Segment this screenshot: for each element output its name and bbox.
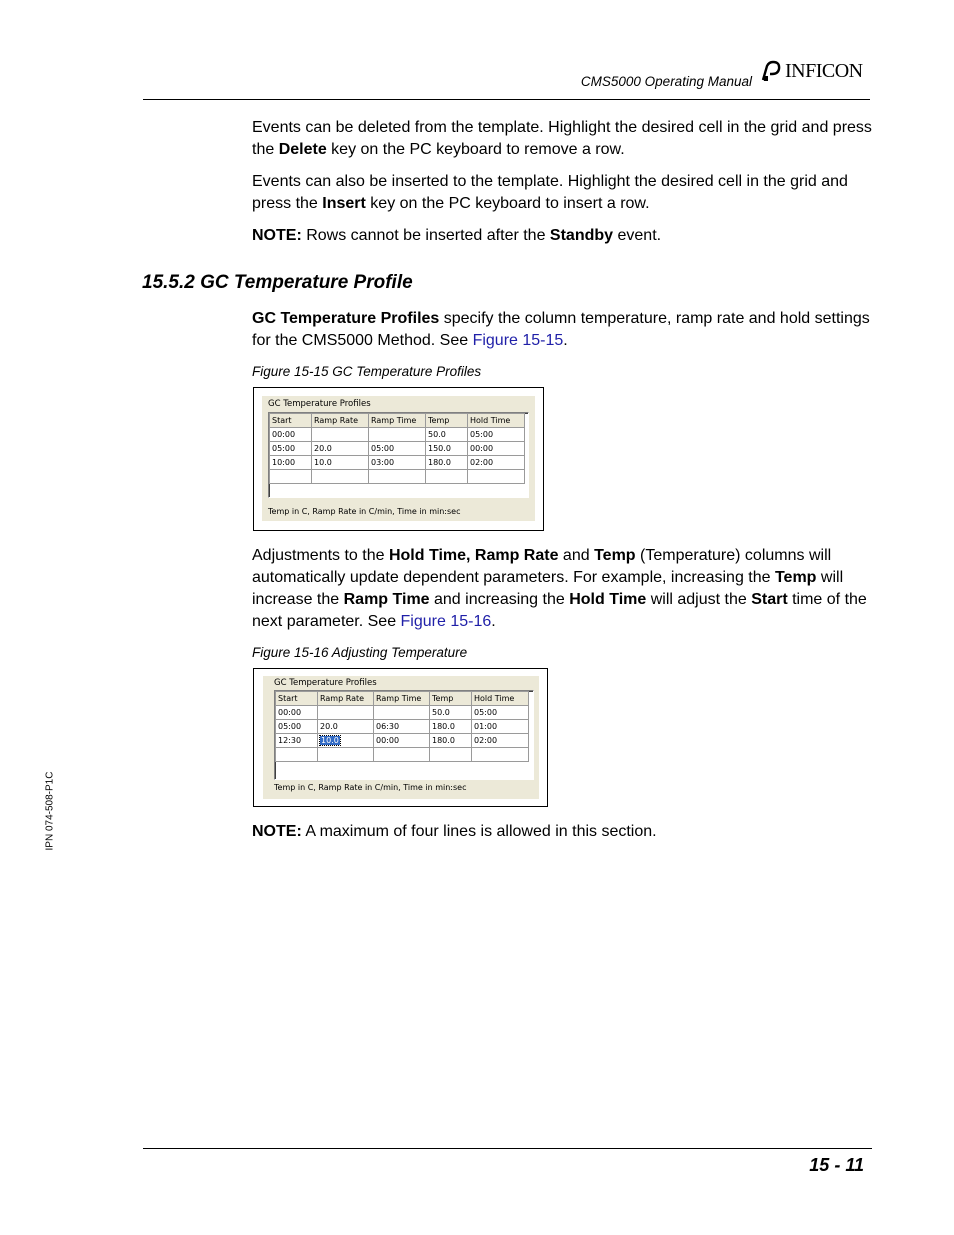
grid-cell[interactable]: 50.0	[426, 428, 468, 442]
grid-cell[interactable]: 20.0	[318, 720, 374, 734]
figure-15-16-link[interactable]: Figure 15-16	[400, 613, 492, 630]
grid-cell[interactable]	[312, 470, 369, 484]
section-title: 15.5.2 GC Temperature Profile	[142, 272, 413, 293]
table-row[interactable]	[276, 748, 529, 762]
table-header-row	[270, 414, 525, 428]
column-header[interactable]: Ramp Time	[374, 692, 430, 706]
units-note: Temp in C, Ramp Rate in C/min, Time in min:sec	[274, 783, 467, 792]
profile-grid[interactable]	[274, 690, 534, 780]
insert-paragraph: Events can also be inserted to the template. Highlight the desired cell in the grid and press the Insert key on the PC keyboard to insert a row.	[252, 173, 848, 212]
grid-cell[interactable]: 05:00	[276, 720, 318, 734]
grid-cell[interactable]	[374, 706, 430, 720]
figure-caption: Figure 15-15 GC Temperature Profiles	[252, 364, 482, 379]
grid-cell[interactable]: 03:00	[369, 456, 426, 470]
delete-paragraph: Events can be deleted from the template. Highlight the desired cell in the grid and press the Delete key on the PC keyboard to remove a row.	[252, 119, 872, 158]
grid-cell[interactable]: 12:30	[276, 734, 318, 748]
header-rule	[143, 99, 870, 100]
profile-grid[interactable]	[268, 412, 529, 498]
grid-cell[interactable]: 05:00	[270, 442, 312, 456]
grid-cell[interactable]: 50.0	[430, 706, 472, 720]
grid-cell[interactable]: 150.0	[426, 442, 468, 456]
grid-cell[interactable]: 00:00	[270, 428, 312, 442]
grid-cell[interactable]: 05:00	[472, 706, 529, 720]
grid-cell[interactable]: 10:00	[270, 456, 312, 470]
manual-title: CMS5000 Operating Manual	[580, 74, 752, 89]
grid-cell[interactable]	[468, 470, 525, 484]
inficon-logo-icon	[760, 60, 782, 82]
figure-caption: Figure 15-16 Adjusting Temperature	[252, 645, 468, 660]
grid-cell[interactable]	[312, 428, 369, 442]
column-header[interactable]: Hold Time	[472, 692, 529, 706]
table-row[interactable]	[270, 470, 525, 484]
grid-cell[interactable]: 06:30	[374, 720, 430, 734]
column-header[interactable]: Ramp Time	[369, 414, 426, 428]
gc-profile-panel	[262, 396, 535, 521]
grid-cell[interactable]: 00:00	[374, 734, 430, 748]
grid-cell[interactable]: 05:00	[468, 428, 525, 442]
column-header[interactable]: Temp	[426, 414, 468, 428]
units-note: Temp in C, Ramp Rate in C/min, Time in min:sec	[268, 507, 461, 516]
table-row[interactable]	[270, 456, 525, 470]
intro-paragraph: GC Temperature Profiles specify the column temperature, ramp rate and hold settings for the CMS5000 Method. See Figure 15-15.	[252, 310, 870, 349]
grid-cell[interactable]: 00:00	[276, 706, 318, 720]
grid-cell[interactable]: 180.0	[430, 734, 472, 748]
column-header[interactable]: Ramp Rate	[312, 414, 369, 428]
selected-grid-cell[interactable]: 10.0	[318, 734, 374, 748]
document-code: IPN 074-508-P1C	[44, 771, 56, 851]
profile-table	[269, 413, 525, 484]
grid-cell[interactable]	[318, 748, 374, 762]
table-row[interactable]	[276, 720, 529, 734]
grid-cell[interactable]: 01:00	[472, 720, 529, 734]
column-header[interactable]: Ramp Rate	[318, 692, 374, 706]
page-number: 15 - 11	[809, 1155, 864, 1175]
grid-cell[interactable]	[318, 706, 374, 720]
grid-cell[interactable]	[472, 748, 529, 762]
table-row[interactable]	[270, 428, 525, 442]
column-header[interactable]: Temp	[430, 692, 472, 706]
grid-cell[interactable]: 10.0	[312, 456, 369, 470]
grid-cell[interactable]: 180.0	[430, 720, 472, 734]
note-max-lines: NOTE: A maximum of four lines is allowed in this section.	[252, 823, 657, 840]
table-row[interactable]	[270, 442, 525, 456]
profile-table	[275, 691, 529, 762]
grid-cell[interactable]: 00:00	[468, 442, 525, 456]
grid-cell[interactable]: 02:00	[472, 734, 529, 748]
table-row[interactable]	[276, 706, 529, 720]
grid-cell[interactable]: 02:00	[468, 456, 525, 470]
panel-title: GC Temperature Profiles	[274, 678, 377, 688]
grid-cell[interactable]	[430, 748, 472, 762]
footer-rule	[143, 1148, 872, 1149]
grid-cell[interactable]	[276, 748, 318, 762]
figure-15-15-link[interactable]: Figure 15-15	[472, 332, 564, 349]
logo-text: INFICON	[785, 59, 863, 82]
inficon-logo	[760, 58, 863, 84]
table-header-row	[276, 692, 529, 706]
grid-cell[interactable]	[270, 470, 312, 484]
grid-cell[interactable]	[426, 470, 468, 484]
grid-cell[interactable]	[374, 748, 430, 762]
grid-cell[interactable]: 05:00	[369, 442, 426, 456]
column-header[interactable]: Start	[270, 414, 312, 428]
grid-cell[interactable]: 20.0	[312, 442, 369, 456]
panel-title: GC Temperature Profiles	[268, 399, 371, 409]
adjust-paragraph: Adjustments to the Hold Time, Ramp Rate and Temp (Temperature) columns will automatically update dependent parameters. For example, increasing the Temp will increase the Ramp Time and increasing the Hold Time will adjust the Start time of the next parameter. See Figure 15-16.	[252, 547, 867, 630]
figure-screenshot	[253, 668, 548, 807]
grid-cell[interactable]	[369, 428, 426, 442]
figure-screenshot	[253, 387, 544, 531]
grid-cell[interactable]: 180.0	[426, 456, 468, 470]
gc-profile-panel	[263, 676, 539, 799]
column-header[interactable]: Start	[276, 692, 318, 706]
table-row[interactable]	[276, 734, 529, 748]
column-header[interactable]: Hold Time	[468, 414, 525, 428]
note-rows-standby: NOTE: Rows cannot be inserted after the Standby event.	[252, 227, 662, 244]
grid-cell[interactable]	[369, 470, 426, 484]
